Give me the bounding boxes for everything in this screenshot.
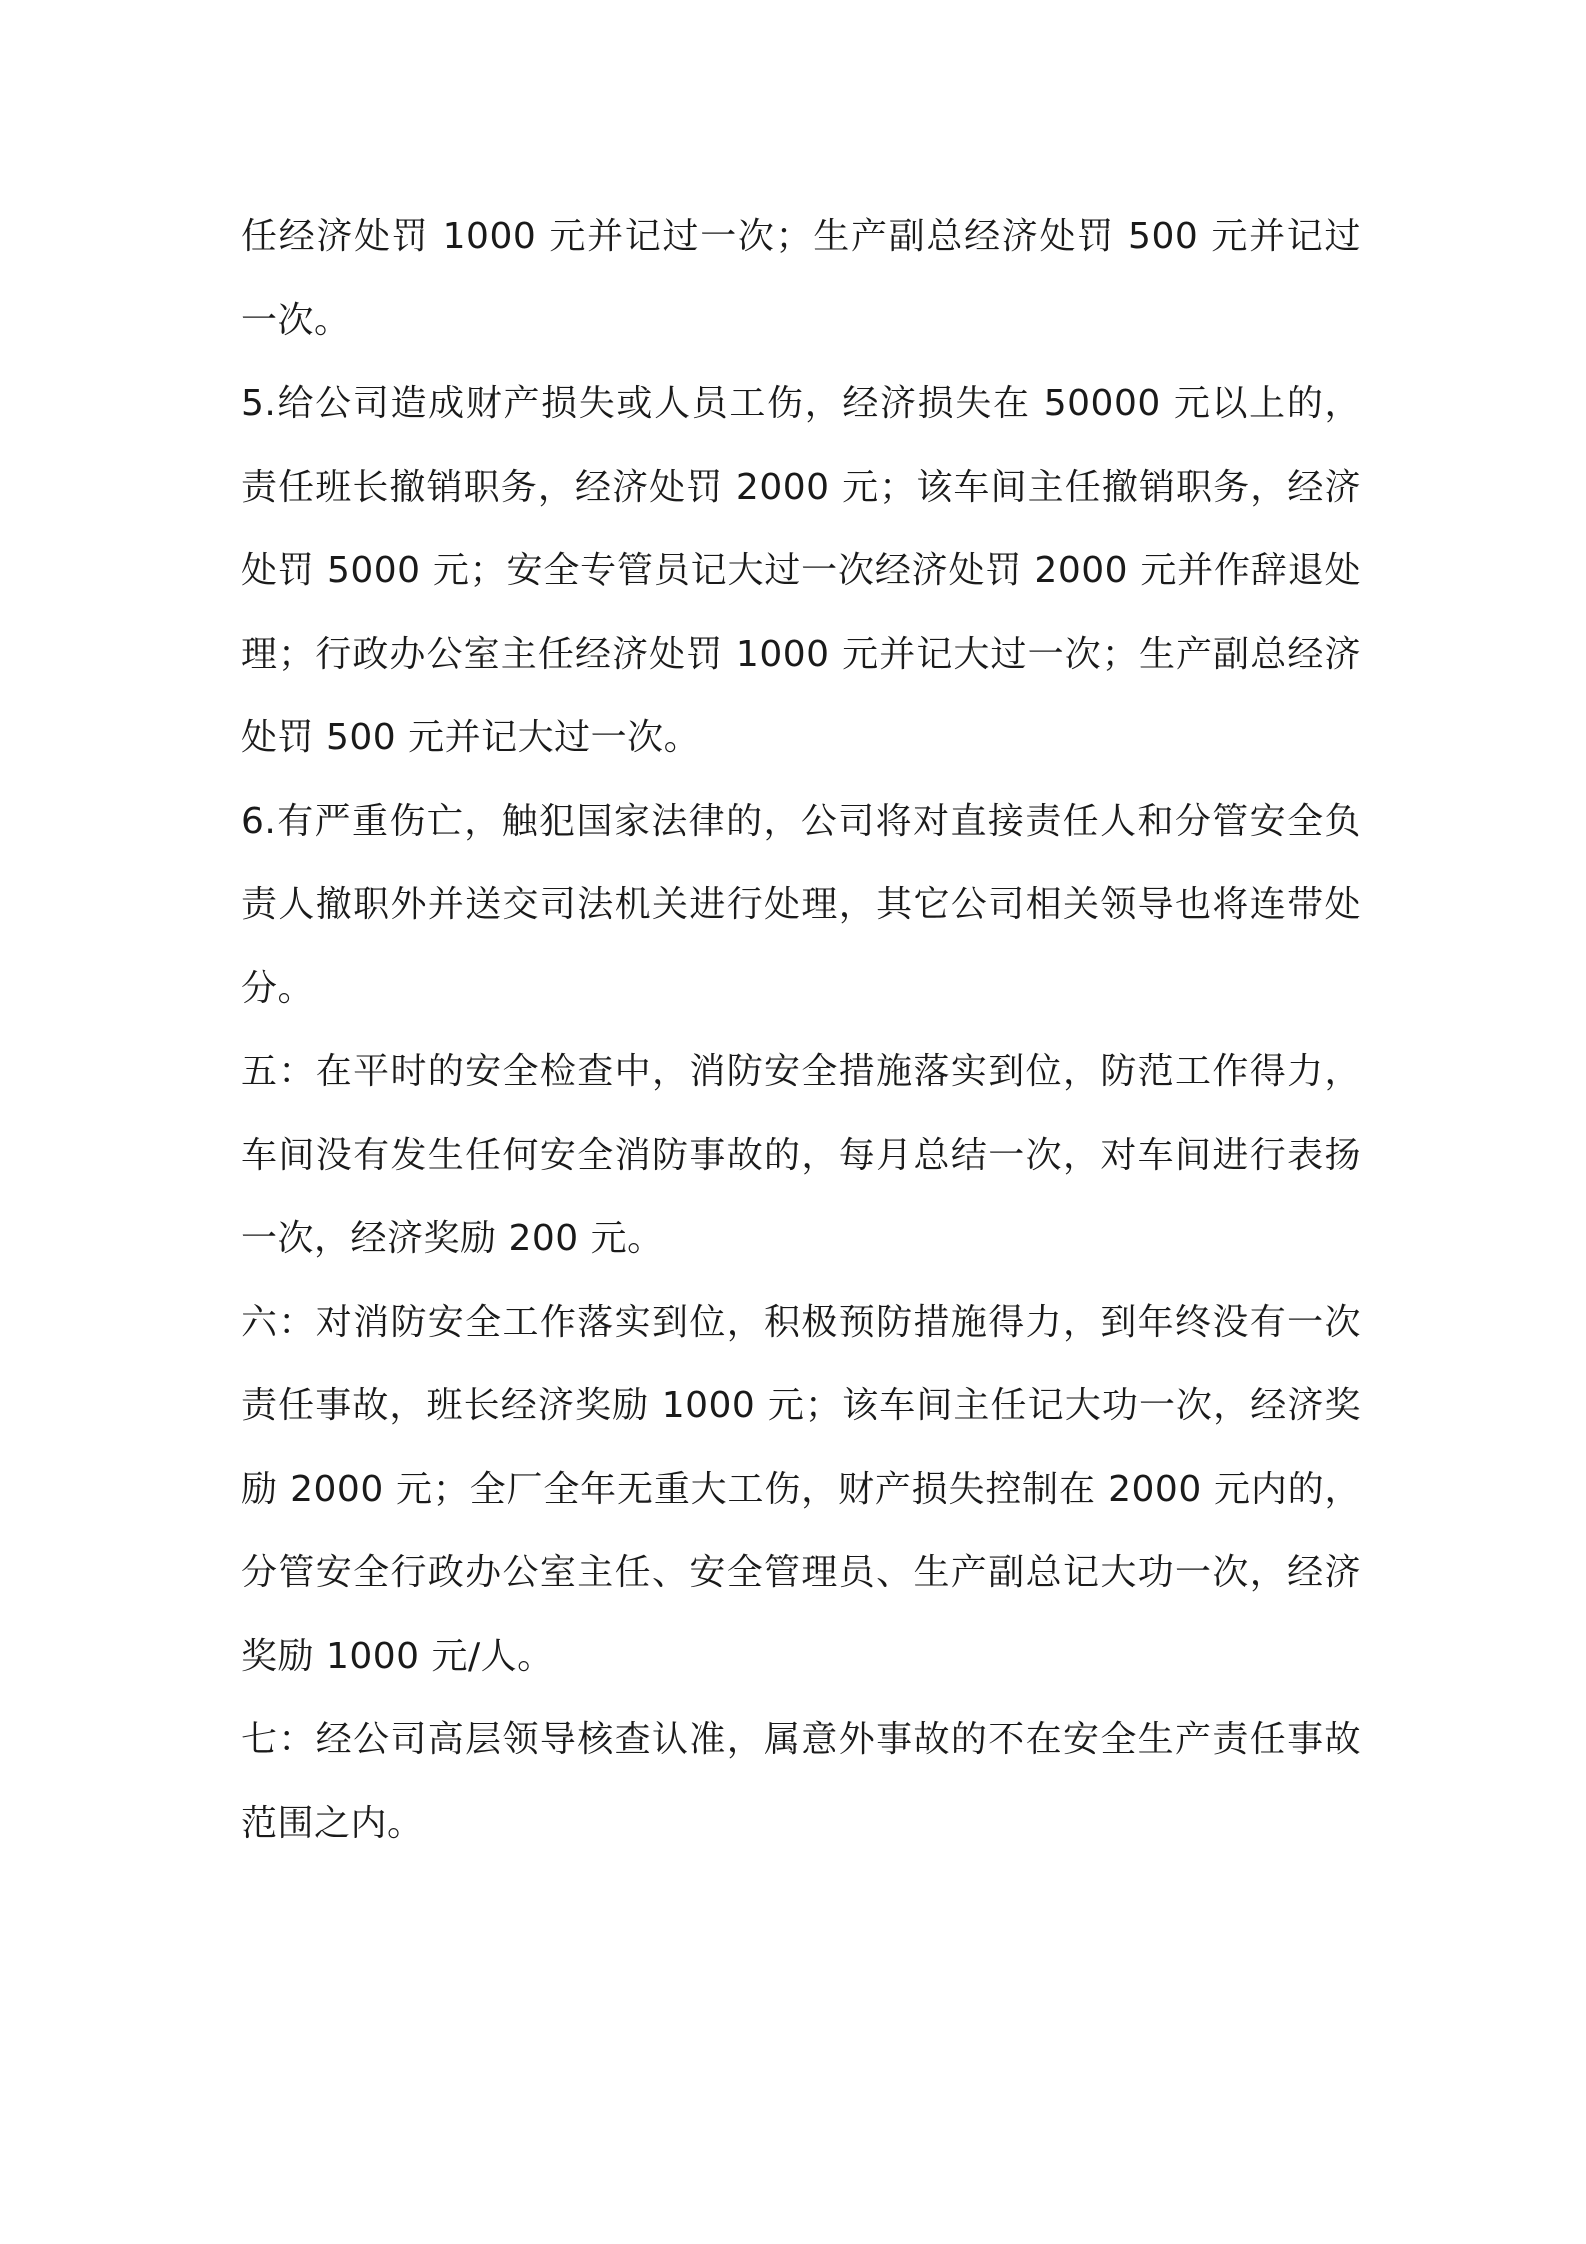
paragraph-section-7: 七：经公司高层领导核查认准，属意外事故的不在安全生产责任事故范围之内。	[241, 1719, 1361, 1844]
document-body	[241, 195, 1361, 1865]
paragraph-item-6: 6.有严重伤亡，触犯国家法律的，公司将对直接责任人和分管安全负责人撤职外并送交司法机关进行处理，其它公司相关领导也将连带处分。	[241, 800, 1361, 1009]
paragraph-section-6: 六：对消防安全工作落实到位，积极预防措施得力，到年终没有一次责任事故，班长经济奖励 1000 元；该车间主任记大功一次，经济奖励 2000 元；全厂全年无重大工伤，财产损失控制在 2000 元内的，分管安全行政办公室主任、安全管理员、生产副总记大功一次，经济奖励 1000 元/人。	[241, 1301, 1361, 1677]
paragraph-continuation: 任经济处罚 1000 元并记过一次；生产副总经济处罚 500 元并记过一次。	[241, 216, 1361, 341]
paragraph-section-5: 五：在平时的安全检查中，消防安全措施落实到位，防范工作得力，车间没有发生任何安全消防事故的，每月总结一次，对车间进行表扬一次，经济奖励 200 元。	[241, 1051, 1361, 1259]
paragraph-item-5: 5.给公司造成财产损失或人员工伤，经济损失在 50000 元以上的，责任班长撤销职务，经济处罚 2000 元；该车间主任撤销职务，经济处罚 5000 元；安全专管员记大过一次经济处罚 2000 元并作辞退处理；行政办公室主任经济处罚 1000 元并记大过一次；生产副总经济处罚 500 元并记大过一次。	[241, 383, 1361, 758]
